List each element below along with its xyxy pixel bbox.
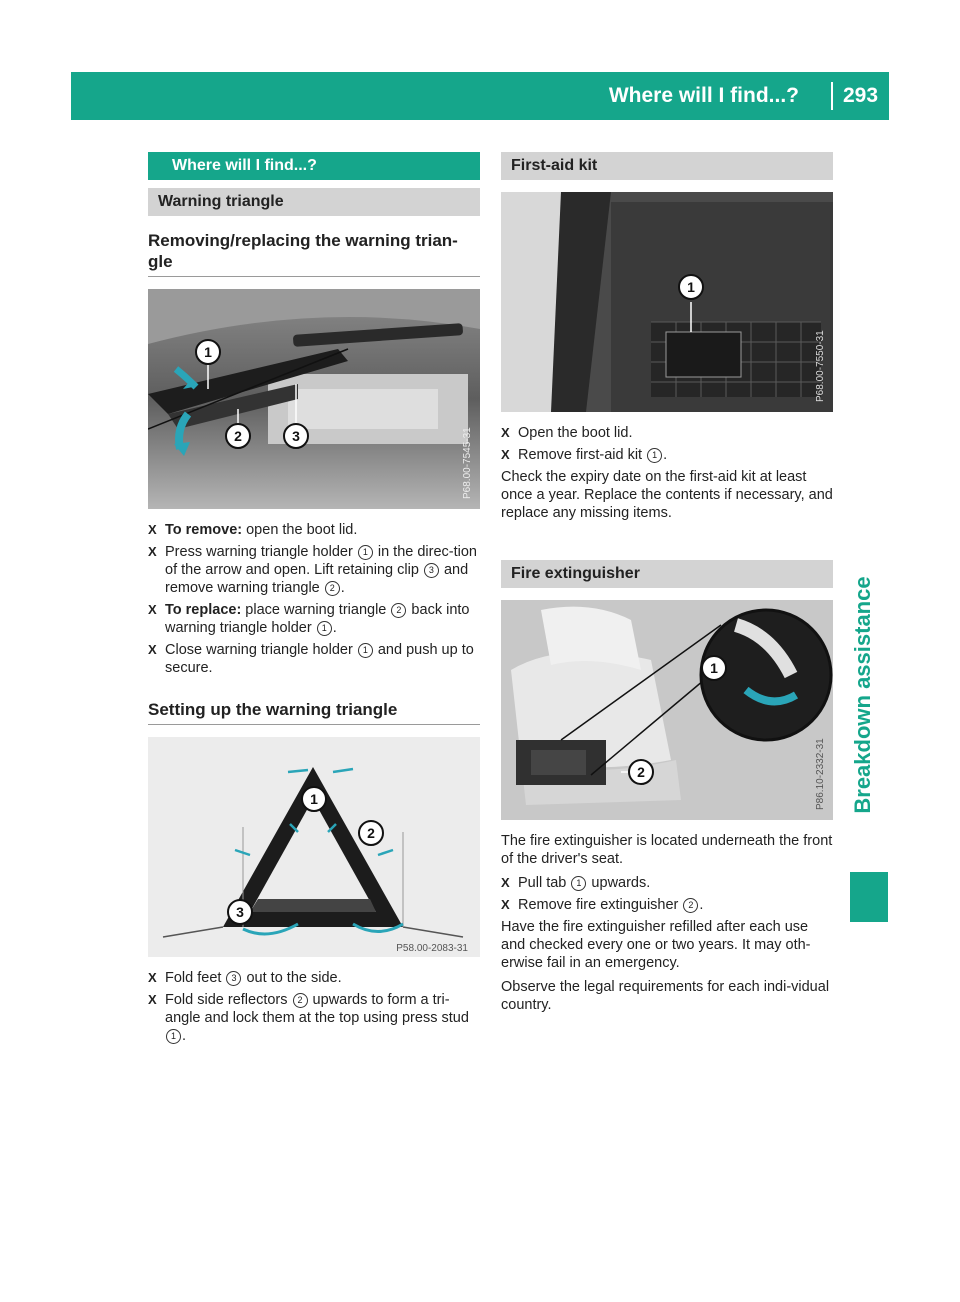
step-item [501,874,833,892]
callout-badge: 1 [358,643,373,658]
first-aid-steps [501,424,833,464]
step-text: and push up to secure. [165,642,474,676]
step-item [148,601,480,637]
step-item [148,641,480,677]
step-text: Open the boot lid. [518,425,633,441]
callout-badge: 1 [358,545,373,560]
heading-line-1: Removing/replacing the warning trian- [148,231,458,250]
step-arrow-icon: X [501,897,510,912]
chapter-marker [850,872,888,922]
step-item [501,446,833,464]
callout-badge: 1 [166,1029,181,1044]
callout-2: 2 [234,428,242,444]
callout-badge: 2 [391,603,406,618]
header-divider [831,82,833,110]
callout-badge: 3 [424,563,439,578]
side-chapter-label: Breakdown assistance [850,576,875,814]
callout-badge: 2 [293,993,308,1008]
first-aid-note: Check the expiry date on the first-aid kit at least once a year. Replace the contents if necessary, and replace any missing items. [501,469,833,521]
callout-badge: 2 [325,581,340,596]
step-arrow-icon: X [148,522,157,537]
step-text: and remove warning triangle [165,562,469,596]
step-arrow-icon: X [148,602,157,617]
step-text: upwards to form a tri-angle and lock them at the top using press stud [165,992,469,1026]
step-text: Remove first-aid kit [518,447,647,463]
section-title: Where will I find...? [148,152,480,180]
step-text: Remove fire extinguisher [518,897,683,913]
step-label: To remove: [165,522,243,538]
step-text: . [182,1028,187,1044]
heading-setting-up: Setting up the warning triangle [148,699,480,725]
callout-1: 1 [204,344,212,360]
image-code: P68.00-7545-31 [462,427,473,499]
step-text: back into warning triangle holder [165,602,470,636]
step-text: Press warning triangle holder [165,544,357,560]
step-arrow-icon: X [148,642,157,657]
step-text: Fold feet [165,970,226,986]
image-code: P68.00-7550-31 [815,330,826,402]
callout-badge: 2 [683,898,698,913]
step-text: . [699,897,704,913]
callout-1: 1 [310,791,318,807]
setting-up-steps [148,969,480,1045]
subsection-title-first-aid: First-aid kit [501,152,833,180]
step-text: upwards. [587,875,651,891]
step-text: Pull tab [518,875,571,891]
step-item [148,969,480,987]
image-code: P86.10-2332-31 [815,738,826,810]
fire-extinguisher-note-2: Observe the legal requirements for each indi-vidual country. [501,979,830,1013]
callout-2: 2 [637,764,645,780]
callout-1: 1 [687,279,695,295]
step-text: Close warning triangle holder [165,642,357,658]
step-item [148,543,480,597]
boot-lid-photo [148,289,480,509]
heading-line-2: gle [148,252,173,271]
first-aid-photo [501,192,833,412]
step-item [501,424,833,442]
step-label: To replace: [165,602,242,618]
callout-1: 1 [710,660,718,676]
step-item [148,991,480,1045]
page-header-bar [71,72,889,120]
callout-badge: 1 [647,448,662,463]
step-text: open the boot lid. [242,522,358,538]
left-column [148,152,480,1049]
fire-extinguisher-steps [501,874,833,914]
subsection-title-fire-extinguisher: Fire extinguisher [501,560,833,588]
fire-extinguisher-intro: The fire extinguisher is located underneath the front of the driver's seat. [501,833,833,867]
callout-3: 3 [236,904,244,920]
step-text: . [663,447,668,463]
step-text: Fold side reflectors [165,992,292,1008]
step-text: in the direc-tion of the arrow and open. Lift retaining clip [165,544,477,578]
callout-badge: 1 [317,621,332,636]
step-item [501,896,833,914]
removing-steps [148,521,480,677]
subsection-title-warning-triangle: Warning triangle [148,188,480,216]
right-column [501,152,833,1014]
image-code: P58.00-2083-31 [396,943,468,954]
page-number: 293 [843,84,879,107]
side-chapter-tab [850,540,876,850]
step-arrow-icon: X [501,447,510,462]
page-header-title: Where will I find...? [608,84,799,107]
step-arrow-icon: X [501,875,510,890]
callout-2: 2 [367,825,375,841]
callout-3: 3 [292,428,300,444]
step-text: . [340,580,345,596]
warning-triangle-diagram [148,737,480,957]
callout-badge: 1 [571,876,586,891]
step-arrow-icon: X [148,970,157,985]
fire-extinguisher-note-1: Have the fire extinguisher refilled after each use and checked every one or two years. It may oth-erwise fail in an emergency. [501,919,811,971]
step-text: out to the side. [242,970,342,986]
step-arrow-icon: X [501,425,510,440]
step-text: place warning triangle [241,602,391,618]
step-item [148,521,480,539]
step-arrow-icon: X [148,544,157,559]
step-text: . [332,620,337,636]
fire-extinguisher-photo [501,600,833,820]
step-arrow-icon: X [148,992,157,1007]
heading-removing-replacing [148,230,480,277]
callout-badge: 3 [226,971,241,986]
